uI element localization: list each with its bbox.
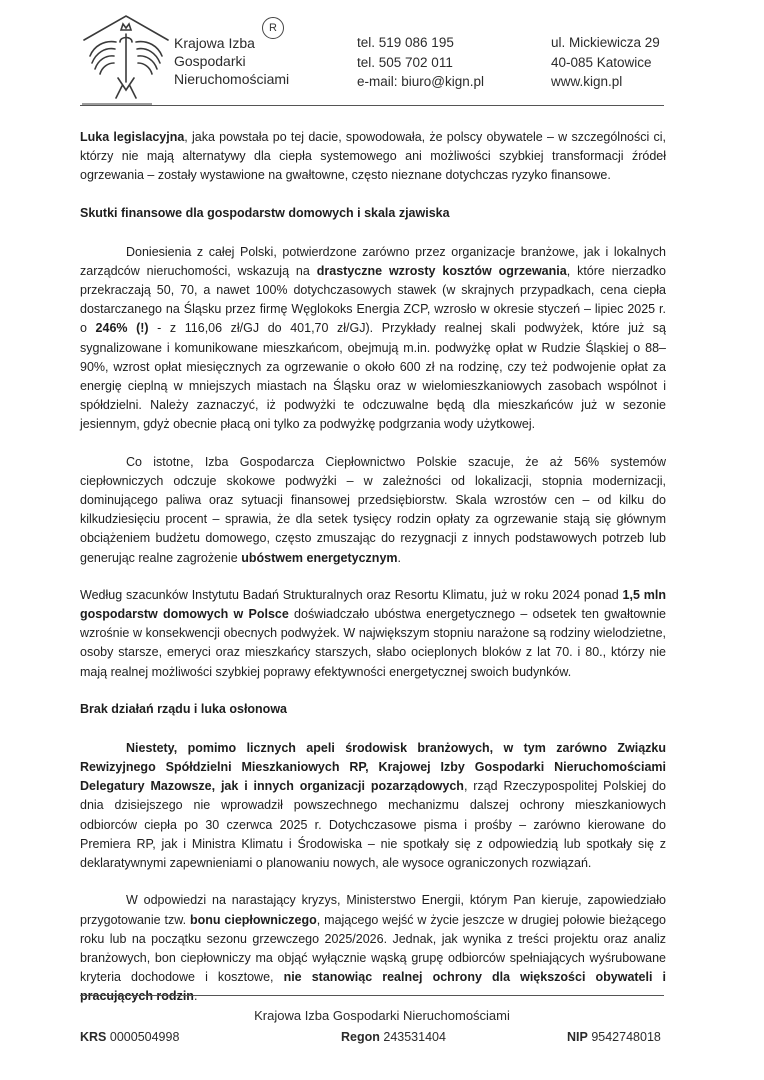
email: e-mail: biuro@kign.pl: [357, 74, 485, 89]
text-run: , rząd Rzeczypospolitej Polskiej do dnia dzisiejszego nie wprowadził powszechnego mechanizmu dalszej ochrony mieszkaniowych odbiorców ciepła po 30 czerwca 2025 r. Dotychczasowe pisma i prośby – zarówno kierowane do Premiera RP, jak i Ministra Klimatu i Środowiska – nie spotkały się z odpowiedzią lub spotkały się z deklaratywnymi zapewnieniami o planowaniu nowych, ale wysoce ograniczonych rozwiązań.: [80, 779, 667, 871]
letter-body: [80, 128, 666, 1025]
org-name-line-2: Gospodarki: [174, 53, 246, 69]
krs-value: 0000504998: [109, 1030, 180, 1044]
paragraph-co-istotne: [80, 453, 666, 568]
phone-1: tel. 519 086 195: [357, 35, 454, 50]
org-name-line-1: Krajowa Izba: [174, 35, 255, 51]
bold-run: nie stanowiąc realnej ochrony dla większości obywateli i pracujących rodzin: [80, 970, 666, 1004]
address-block: [551, 33, 660, 92]
krs-label: KRS: [80, 1030, 107, 1044]
website: www.kign.pl: [551, 74, 623, 89]
bold-run: 1,5 mln gospodarstw domowych w Polsce: [80, 587, 667, 622]
text-run: .: [193, 989, 198, 1004]
bold-run: Luka legislacyjna: [80, 130, 185, 144]
bold-run: bonu ciepłowniczego: [189, 912, 317, 927]
regon-value: 243531404: [383, 1030, 446, 1044]
header-divider: [80, 105, 664, 106]
text-run: , mającego wejść w życie jeszcze w drugiej połowie bieżącego roku lub na początku sezonu grzewczego 2025/2026. Jednak, jak wynika z treści projektu oraz analiz branżowych, bon ciepłowniczy ma objąć wyłącznie wąską grupę odbiorców spełniających wyśrubowane kryteria dochodowe i kosztowe,: [80, 912, 666, 985]
contact-block: [357, 33, 484, 92]
text-run: - z 116,06 zł/GJ do 401,70 zł/GJ). Przykłady realnej skali podwyżek, które już są sygnalizowane i komunikowane mieszkańcom, obejmują m.in. podwyżkę opłat w Rudzie Śląskiej o 88–90%, wzrost opłat miesięcznych za ogrzewanie o około 600 zł na rodzinę, czy też podwojenie opłat za energię cieplną w mniejszych miastach na Śląsku oraz w wielomieszkaniowych zasobach wspólnot i spółdzielni. Należy zaznaczyć, iż podwyżki te odczuwalne będą dla mieszkańców już w sezonie jesiennym, gdyż obecnie płacą oni tylko za podwyżkę podgrzania wody użytkowej.: [80, 321, 666, 432]
nip-label: NIP: [567, 1030, 588, 1044]
footer-krs: [80, 1030, 179, 1044]
nip-value: 9542748018: [591, 1030, 661, 1044]
paragraph-w-odpowiedzi: [80, 891, 666, 1006]
org-name: [174, 34, 289, 88]
section-heading-skutki: Skutki finansowe dla gospodarstw domowych i skala zjawiska: [80, 205, 450, 220]
eagle-emblem-icon: [82, 12, 170, 107]
footer-org-name: Krajowa Izba Gospodarki Nieruchomościami: [254, 1008, 510, 1023]
text-run: doświadczało ubóstwa energetycznego – odsetek ten gwałtownie wzrośnie w konsekwencji obecnych podwyżek. W największym stopniu narażone są rodziny wielodzietne, osoby starsze, emeryci oraz mieszkańcy starszych, słabo ocieplonych bloków z lat 70. i 80., którzy nie mają realnej możliwości szybkiej poprawy efektywności energetycznej swoich budynków.: [80, 607, 666, 679]
text-run: Co istotne, Izba Gospodarcza Ciepłownictwo Polskie szacuje, że aż 56% systemów ciepłowniczych odczuje skokowe podwyżki – w zależności od lokalizacji, stopnia modernizacji, dominującego paliwa oraz sytuacji finansowej przedsiębiorstw. Skala wzrostów cen – od kilku do kilkudziesięciu procent – sprawia, że dla setek tysięcy rodzin opłaty za ogrzewanie stają się głównym obciążeniem budżetu domowego, często zmuszając do rezygnacji z innych podstawowych potrzeb lub generując realne zagrożenie: [80, 454, 666, 565]
footer-regon: [341, 1030, 446, 1044]
registered-trademark-mark: R: [262, 17, 284, 39]
phone-2: tel. 505 702 011: [357, 54, 453, 70]
bold-run: 246% (!): [95, 321, 149, 336]
text-run: W odpowiedzi na narastający kryzys, Ministerstwo Energii, którym Pan kieruje, zapowiedziało przygotowanie tzw.: [80, 893, 666, 927]
text-run: , jaka powstała po tej dacie, spowodowała, że polscy obywatele – w szczególności ci, którzy nie mają alternatywy dla ciepła systemowego ani możliwości szybkiej transformacji źródeł ogrzewania – zostały wystawione na gwałtowne, często nieznane dotychczas ryzyko finansowe.: [80, 130, 666, 183]
text-run: .: [397, 550, 401, 565]
bold-run: drastyczne wzrosty kosztów ogrzewania: [316, 263, 567, 278]
text-run: , które nierzadko przekraczają 50, 70, a nawet 100% dotychczasowych stawek (w skrajnych przypadkach, cena ciepła dostarczanego na Śląsku przez firmę Węglokoks Energia ZCP, wzrosło w okresie styczeń – lipiec 2025 r. o: [80, 263, 666, 336]
footer-divider: [80, 995, 664, 996]
letterhead: [0, 0, 764, 112]
paragraph-luka-legislacyjna: [80, 128, 666, 186]
bold-run: Niestety, pomimo licznych apeli środowisk branżowych, w tym zarówno Związku Rewizyjnego Spółdzielni Mieszkaniowych RP, Krajowej Izby Gospodarki Nieruchomościami Delegatury Mazowsze, jak i innych organizacji pozarządowych: [80, 740, 666, 794]
paragraph-doniesienia: [80, 243, 666, 435]
text-run: Według szacunków Instytutu Badań Strukturalnych oraz Resortu Klimatu, już w roku 2024 ponad: [80, 587, 623, 602]
bold-run: ubóstwem energetycznym: [241, 550, 398, 565]
paragraph-wedlug-szacunkow: [80, 586, 666, 682]
text-run: Doniesienia z całej Polski, potwierdzone zarówno przez organizacje branżowe, jak i lokalnych zarządców nieruchomości, wskazują na: [80, 244, 666, 278]
regon-label: Regon: [341, 1030, 380, 1044]
street: ul. Mickiewicza 29: [551, 35, 660, 50]
section-heading-brak-dzialan: Brak działań rządu i luka osłonowa: [80, 701, 287, 716]
org-name-line-3: Nieruchomościami: [174, 71, 290, 87]
city: 40-085 Katowice: [551, 54, 652, 70]
footer-nip: [567, 1030, 661, 1044]
paragraph-niestety: [80, 739, 666, 873]
